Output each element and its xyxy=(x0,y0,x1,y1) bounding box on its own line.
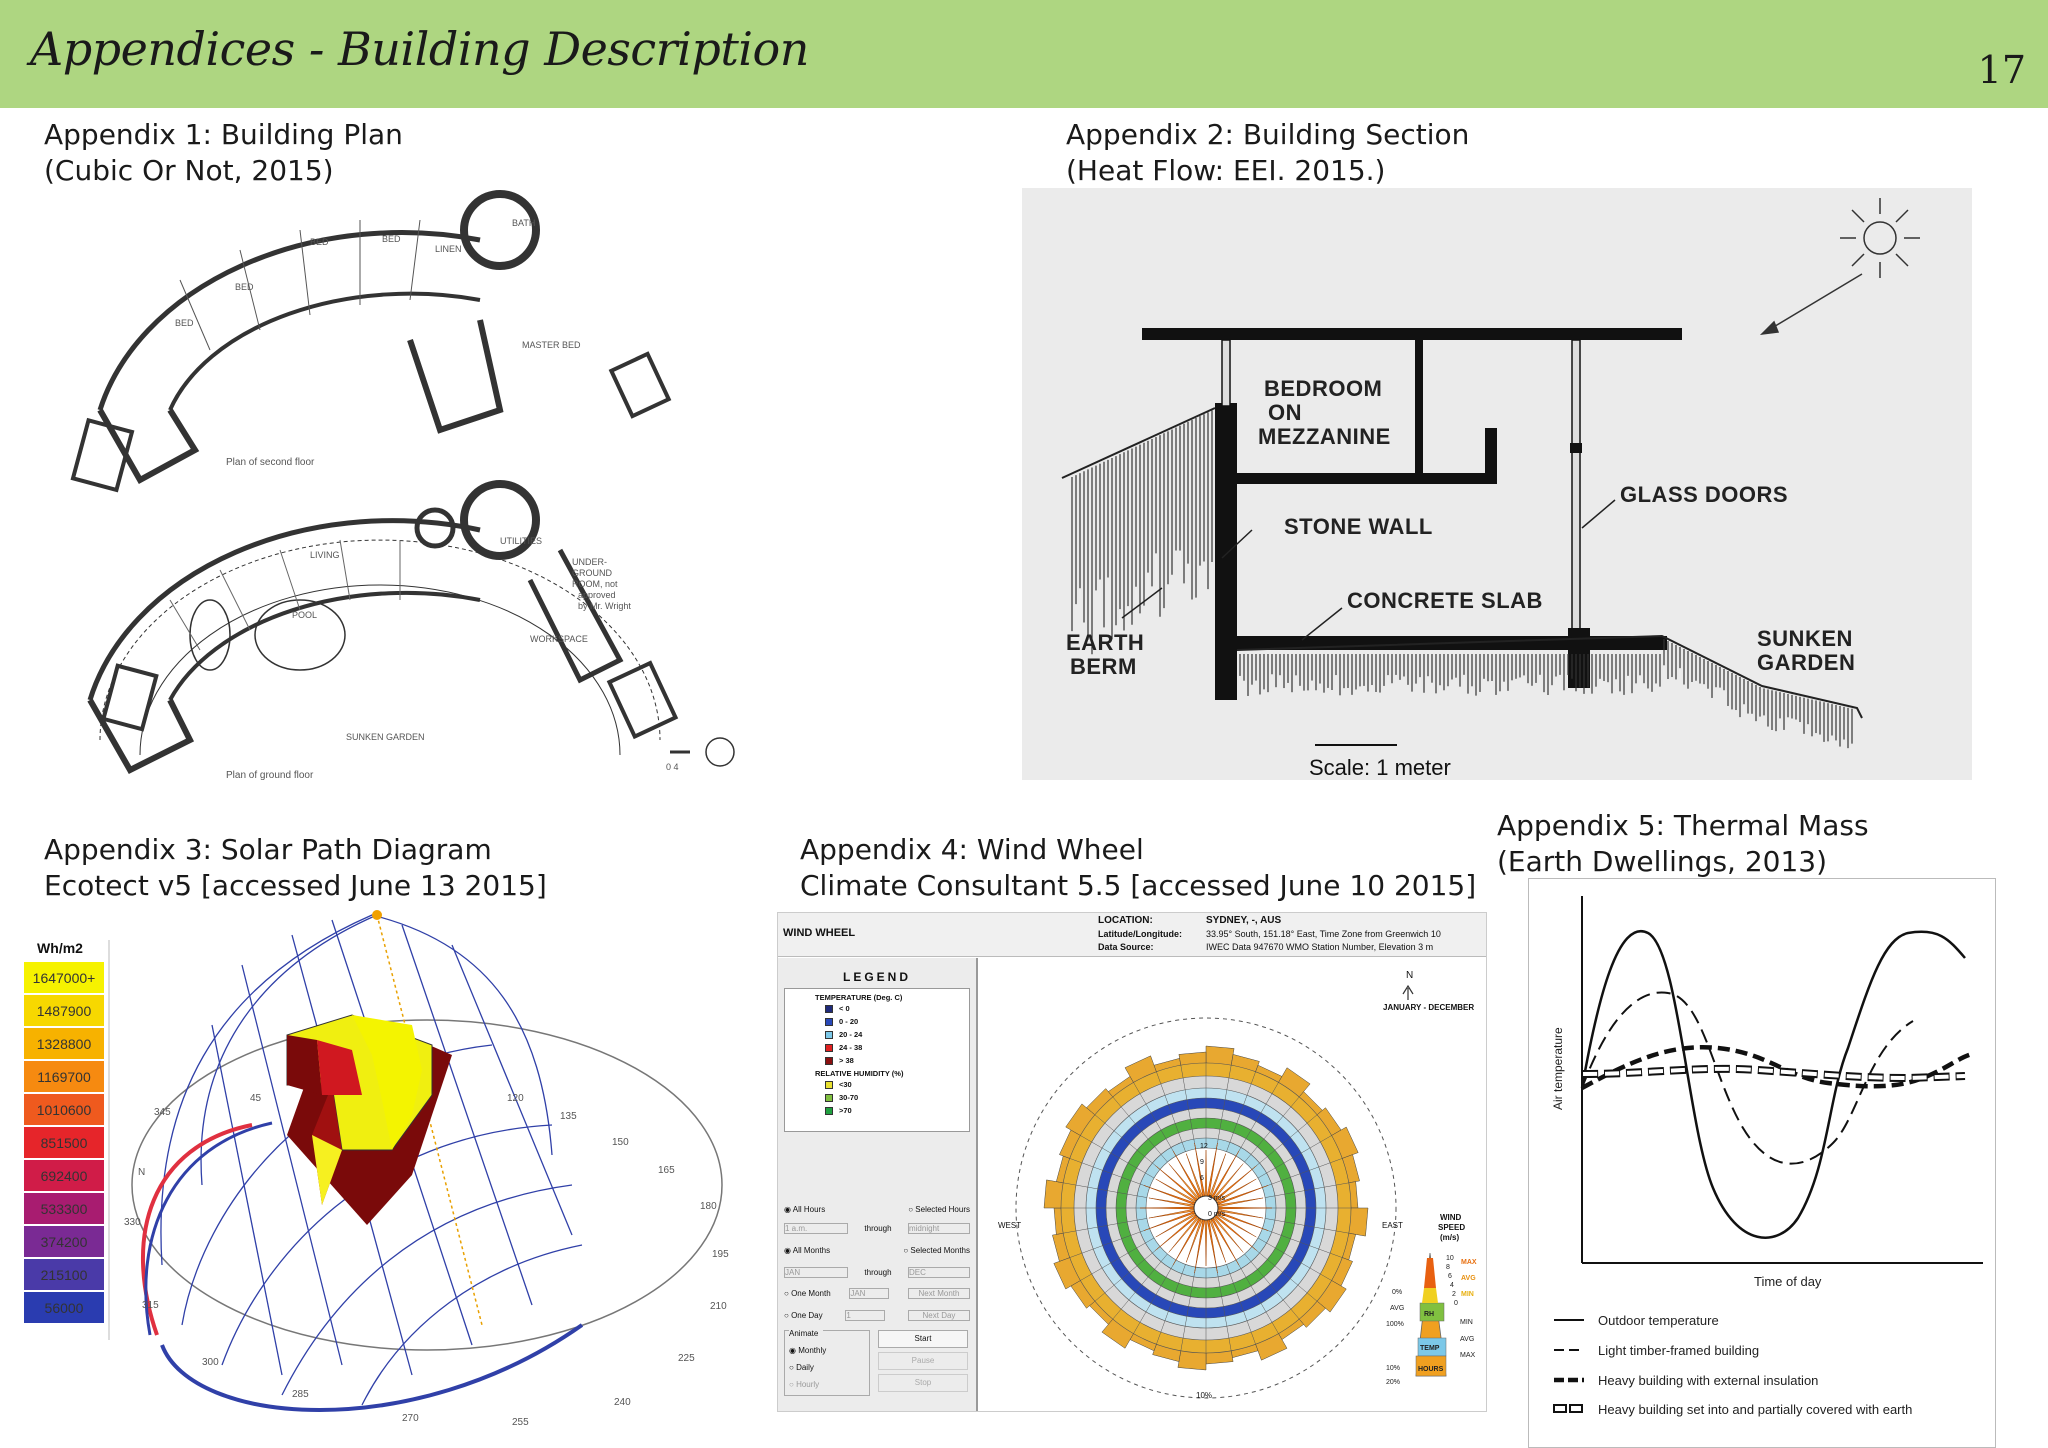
speed-4: 4 xyxy=(1450,1282,1454,1289)
through-label-2: through xyxy=(864,1267,892,1277)
rh-0pct: 0% xyxy=(1392,1289,1403,1296)
solar-north-label: N xyxy=(138,1167,146,1178)
temp-legend-row xyxy=(825,1028,969,1041)
temp-legend-row xyxy=(825,1041,969,1054)
temp-legend-row xyxy=(825,1054,969,1067)
plan-label-bed2: BED xyxy=(235,282,254,292)
solar-angle-240: 240 xyxy=(614,1397,631,1408)
start-button[interactable]: Start xyxy=(878,1330,968,1348)
rh-bar-label: RH xyxy=(1424,1311,1435,1318)
speed-avg: AVG xyxy=(1461,1275,1476,1282)
solar-legend-label: 692400 xyxy=(40,1167,88,1184)
through-label-1: through xyxy=(864,1223,892,1233)
section-label-stone-wall: STONE WALL xyxy=(1284,514,1433,539)
plan-label-linen: LINEN xyxy=(435,244,462,254)
temp-min: MIN xyxy=(1460,1319,1473,1326)
temp-bar-label: TEMP xyxy=(1420,1345,1440,1352)
hour-to-select[interactable]: midnight xyxy=(908,1223,970,1234)
solar-legend-label: 1169700 xyxy=(37,1068,91,1085)
section-label-sunken1: SUNKEN xyxy=(1757,626,1853,651)
building-plan-figure xyxy=(60,180,760,790)
animate-label: Animate xyxy=(789,1325,823,1342)
plan-label-underground1: UNDER- xyxy=(572,557,607,567)
one-day-radio[interactable]: ○ One Day xyxy=(784,1310,823,1320)
solar-legend-swatch xyxy=(24,1259,104,1290)
all-months-radio[interactable]: ◉ All Months xyxy=(784,1245,831,1255)
plan-label-master-bed: MASTER BED xyxy=(522,340,581,350)
one-day-select[interactable]: 1 xyxy=(845,1310,885,1321)
speed-0: 0 xyxy=(1454,1300,1458,1307)
thermal-mass-chart xyxy=(1528,878,1996,1448)
wind-latlong-value: 33.95° South, 151.18° East, Time Zone from Greenwich 10 xyxy=(1206,929,1441,939)
wind-legend-box xyxy=(784,988,970,1132)
thermal-legend-1: Outdoor temperature xyxy=(1598,1313,1719,1328)
section-label-glass-doors: GLASS DOORS xyxy=(1620,482,1789,507)
section-label-concrete-slab: CONCRETE SLAB xyxy=(1347,588,1543,613)
page-number: 17 xyxy=(1977,48,2026,92)
temp-legend-label: 0 - 20 xyxy=(839,1017,859,1026)
rh-swatch xyxy=(825,1107,833,1115)
solar-angle-300: 300 xyxy=(202,1357,219,1368)
one-month-label: One Month xyxy=(791,1288,831,1298)
month-from-select[interactable]: JAN xyxy=(784,1267,848,1278)
solar-angle-270: 270 xyxy=(402,1413,419,1424)
speed-min: MIN xyxy=(1461,1291,1474,1298)
plan-label-workspace: WORKSPACE xyxy=(530,634,588,644)
plan-label-underground3: ROOM, not xyxy=(572,579,618,589)
speed-8: 8 xyxy=(1446,1264,1450,1271)
appendix1-caption-line1: Appendix 1: Building Plan xyxy=(44,118,403,151)
heavy-insulated-line xyxy=(1582,1047,1972,1088)
all-months-label: All Months xyxy=(792,1245,831,1255)
appendix1-caption xyxy=(44,117,403,189)
compass-n-label: N xyxy=(1406,970,1414,981)
solar-angle-255: 255 xyxy=(512,1417,529,1428)
wind-legend-title: LEGEND xyxy=(842,970,911,984)
solar-legend-swatch xyxy=(24,1160,104,1191)
temp-legend-row xyxy=(825,1002,969,1015)
solar-angle-165: 165 xyxy=(658,1165,675,1176)
solar-legend-swatch xyxy=(24,1028,104,1059)
solar-angle-150: 150 xyxy=(612,1137,629,1148)
ring-label-3: 3 m/s xyxy=(1208,1195,1226,1202)
selected-hours-label: Selected Hours xyxy=(915,1204,970,1214)
section-label-bedroom2: ON xyxy=(1268,400,1302,425)
hourly-radio[interactable]: ○ Hourly xyxy=(789,1380,820,1389)
wind-latlong-label: Latitude/Longitude: xyxy=(1098,929,1182,939)
rh-legend-row xyxy=(825,1091,969,1104)
month-to-select[interactable]: DEC xyxy=(908,1267,970,1278)
mezzanine-floor xyxy=(1237,473,1497,484)
sun-icon xyxy=(1762,198,1920,334)
solar-legend-label: 1328800 xyxy=(36,1035,92,1052)
solar-legend-label: 374200 xyxy=(40,1233,88,1250)
ring-label-9: 9 xyxy=(1200,1159,1204,1166)
solar-legend-swatch xyxy=(24,1292,104,1323)
section-label-bedroom1: BEDROOM xyxy=(1264,376,1383,401)
wind-info-bar xyxy=(778,913,1486,957)
solar-legend-swatch xyxy=(24,1193,104,1224)
plan-label-utilities: UTILITIES xyxy=(500,536,543,546)
appendix5-caption xyxy=(1497,808,1869,880)
solar-legend-swatch xyxy=(24,995,104,1026)
solar-legend-label: 1010600 xyxy=(36,1101,92,1118)
temp-legend-label: 24 - 38 xyxy=(839,1043,863,1052)
thermal-ylabel: Air temperature xyxy=(1551,1027,1565,1110)
stop-button[interactable]: Stop xyxy=(878,1374,968,1392)
appendix4-caption xyxy=(800,832,1476,904)
solar-angle-345: 345 xyxy=(154,1107,171,1118)
wind-pct-label: 10% xyxy=(1196,1391,1213,1400)
roof xyxy=(1142,328,1682,340)
rh-legend-title: RELATIVE HUMIDITY (%) xyxy=(815,1069,904,1078)
hours-20pct: 20% xyxy=(1386,1379,1401,1386)
solar-angle-180: 180 xyxy=(700,1201,717,1212)
appendix2-caption-line2: (Heat Flow: EEI. 2015.) xyxy=(1066,154,1386,187)
appendix5-caption-line2: (Earth Dwellings, 2013) xyxy=(1497,845,1828,878)
wind-period-label: JANUARY - DECEMBER xyxy=(1383,1003,1475,1012)
appendix3-caption xyxy=(44,832,547,904)
monthly-label: Monthly xyxy=(798,1346,827,1355)
all-hours-radio[interactable]: ◉ All Hours xyxy=(784,1204,826,1214)
temp-legend-label: > 38 xyxy=(839,1056,854,1065)
ring-label-12: 12 xyxy=(1200,1143,1208,1150)
solar-legend-label: 215100 xyxy=(40,1266,88,1283)
solar-legend-label: 851500 xyxy=(40,1134,88,1151)
speed-10: 10 xyxy=(1446,1255,1454,1262)
wind-title: WIND WHEEL xyxy=(783,927,856,939)
solar-angle-330: 330 xyxy=(124,1217,141,1228)
rh-swatch xyxy=(825,1081,833,1089)
solar-legend-swatch xyxy=(24,1061,104,1092)
solar-legend-swatch xyxy=(24,1127,104,1158)
temp-legend-row xyxy=(825,1015,969,1028)
speed-6: 6 xyxy=(1448,1273,1452,1280)
glass-doors xyxy=(1572,340,1580,660)
building-section-figure xyxy=(1022,188,1972,780)
wind-location-label: LOCATION: xyxy=(1098,915,1153,926)
temp-swatch xyxy=(825,1005,833,1013)
next-month-button[interactable]: Next Month xyxy=(908,1288,970,1299)
hour-from-select[interactable]: 1 a.m. xyxy=(784,1223,848,1234)
solar-legend-label: 56000 xyxy=(44,1299,84,1316)
solar-legend-label: 533300 xyxy=(40,1200,88,1217)
one-month-radio[interactable]: ○ One Month xyxy=(784,1288,831,1298)
wind-source-value: IWEC Data 947670 WMO Station Number, Elevation 3 m xyxy=(1206,942,1434,952)
rh-legend-label: 30-70 xyxy=(839,1093,859,1102)
plan-label-second-floor: Plan of second floor xyxy=(226,457,315,468)
appendix4-caption-line1: Appendix 4: Wind Wheel xyxy=(800,833,1144,866)
rh-legend-label: >70 xyxy=(839,1106,852,1115)
one-day-label: One Day xyxy=(791,1310,823,1320)
solar-legend xyxy=(12,940,110,1340)
appendix1-caption-line2: (Cubic Or Not, 2015) xyxy=(44,154,334,187)
appendix2-caption-line1: Appendix 2: Building Section xyxy=(1066,118,1470,151)
speed-title-2: SPEED xyxy=(1438,1223,1466,1232)
appendix4-caption-line2: Climate Consultant 5.5 [accessed June 10 2015] xyxy=(800,869,1477,902)
appendix3-caption-line1: Appendix 3: Solar Path Diagram xyxy=(44,833,492,866)
plan-label-underground2: GROUND xyxy=(572,568,612,578)
daily-label: Daily xyxy=(796,1363,814,1372)
temp-swatch xyxy=(825,1031,833,1039)
plan-label-bath: BATH xyxy=(512,218,536,228)
plan-label-bed3: BED xyxy=(310,237,329,247)
temp-swatch xyxy=(825,1044,833,1052)
rh-legend-row xyxy=(825,1078,969,1091)
temp-swatch xyxy=(825,1057,833,1065)
rh-avg: AVG xyxy=(1390,1305,1405,1312)
wind-source-label: Data Source: xyxy=(1098,942,1154,952)
solar-legend-swatch xyxy=(24,1094,104,1125)
solar-angle-210: 210 xyxy=(710,1301,727,1312)
solar-angle-315: 315 xyxy=(142,1300,159,1311)
wind-legend-panel xyxy=(778,958,978,1411)
plan-label-sunken-garden: SUNKEN GARDEN xyxy=(346,732,425,742)
solar-legend-label: 1487900 xyxy=(36,1002,92,1019)
plan-label-bed1: BED xyxy=(175,318,194,328)
section-scale-label: Scale: 1 meter xyxy=(1309,755,1451,780)
section-label-earth-berm2: BERM xyxy=(1070,654,1137,679)
outdoor-temp-line xyxy=(1582,931,1965,1238)
selected-hours-radio[interactable]: ○ Selected Hours xyxy=(908,1204,970,1214)
rh-legend-label: <30 xyxy=(839,1080,852,1089)
plan-label-underground5: by Mr. Wright xyxy=(578,601,631,611)
solar-path-figure xyxy=(112,905,732,1430)
plan-label-pool: POOL xyxy=(292,610,318,620)
solar-angle-45: 45 xyxy=(250,1093,262,1104)
temp-avg: AVG xyxy=(1460,1336,1475,1343)
pause-button[interactable]: Pause xyxy=(878,1352,968,1370)
plan-label-scale: 0 4 xyxy=(666,762,679,772)
speed-title-3: (m/s) xyxy=(1440,1233,1460,1242)
wind-wheel-panel xyxy=(777,912,1487,1412)
solar-legend-label: 1647000+ xyxy=(32,969,96,986)
section-label-bedroom3: MEZZANINE xyxy=(1258,424,1391,449)
thermal-xlabel: Time of day xyxy=(1754,1274,1822,1289)
plan-label-ground-floor: Plan of ground floor xyxy=(226,770,314,781)
solar-legend-swatch xyxy=(24,962,104,993)
next-day-button[interactable]: Next Day xyxy=(908,1310,970,1321)
speed-max: MAX xyxy=(1461,1259,1477,1266)
temp-legend-label: 20 - 24 xyxy=(839,1030,863,1039)
all-hours-label: All Hours xyxy=(792,1204,826,1214)
solar-angle-195: 195 xyxy=(712,1249,729,1260)
temp-max: MAX xyxy=(1460,1352,1476,1359)
wind-wheel-chart xyxy=(980,958,1486,1411)
hourly-label: Hourly xyxy=(796,1380,820,1389)
speed-title-1: WIND xyxy=(1440,1213,1462,1222)
temp-legend-label: < 0 xyxy=(839,1004,850,1013)
solar-angle-225: 225 xyxy=(678,1353,695,1364)
thermal-legend-2: Light timber-framed building xyxy=(1598,1343,1760,1358)
rh-swatch xyxy=(825,1094,833,1102)
solar-angle-135: 135 xyxy=(560,1111,577,1122)
light-timber-line xyxy=(1582,992,1913,1163)
daily-radio[interactable]: ○ Daily xyxy=(789,1363,814,1372)
plan-label-living: LIVING xyxy=(310,550,340,560)
section-label-sunken2: GARDEN xyxy=(1757,650,1856,675)
compass-arrow-icon xyxy=(1403,986,1413,1000)
thermal-legend-3: Heavy building with external insulation xyxy=(1598,1373,1819,1388)
hours-10pct: 10% xyxy=(1386,1365,1401,1372)
temp-swatch xyxy=(825,1018,833,1026)
section-label-earth-berm1: EARTH xyxy=(1066,630,1145,655)
thermal-legend-4: Heavy building set into and partially covered with earth xyxy=(1598,1402,1913,1417)
solar-legend-swatch xyxy=(24,1226,104,1257)
appendix3-caption-line2: Ecotect v5 [accessed June 13 2015] xyxy=(44,869,547,902)
east-label: EAST xyxy=(1382,1221,1403,1230)
speed-2: 2 xyxy=(1452,1291,1456,1298)
appendix5-caption-line1: Appendix 5: Thermal Mass xyxy=(1497,809,1869,842)
west-label: WEST xyxy=(998,1221,1022,1230)
ring-label-6: 6 xyxy=(1200,1175,1204,1182)
temp-legend-title: TEMPERATURE (Deg. C) xyxy=(815,993,903,1002)
hours-bar-label: HOURS xyxy=(1418,1366,1444,1373)
one-month-select[interactable]: JAN xyxy=(849,1288,889,1299)
selected-months-label: Selected Months xyxy=(910,1245,970,1255)
rh-legend-row xyxy=(825,1104,969,1117)
solar-angle-120: 120 xyxy=(507,1093,524,1104)
selected-months-radio[interactable]: ○ Selected Months xyxy=(903,1245,970,1255)
plan-label-bed4: BED xyxy=(382,234,401,244)
plan-label-underground4: approved xyxy=(578,590,616,600)
animate-group xyxy=(784,1330,870,1396)
solar-legend-title: Wh/m2 xyxy=(37,940,83,956)
stone-wall xyxy=(1215,403,1237,700)
monthly-radio[interactable]: ◉ Monthly xyxy=(789,1346,827,1355)
appendix2-caption xyxy=(1066,117,1469,189)
ring-label-0: 0 m/s xyxy=(1208,1211,1226,1218)
rh-100pct: 100% xyxy=(1386,1321,1404,1328)
wind-location-value: SYDNEY, -, AUS xyxy=(1206,915,1282,926)
page-title: Appendices - Building Description xyxy=(30,22,809,76)
solar-angle-285: 285 xyxy=(292,1389,309,1400)
